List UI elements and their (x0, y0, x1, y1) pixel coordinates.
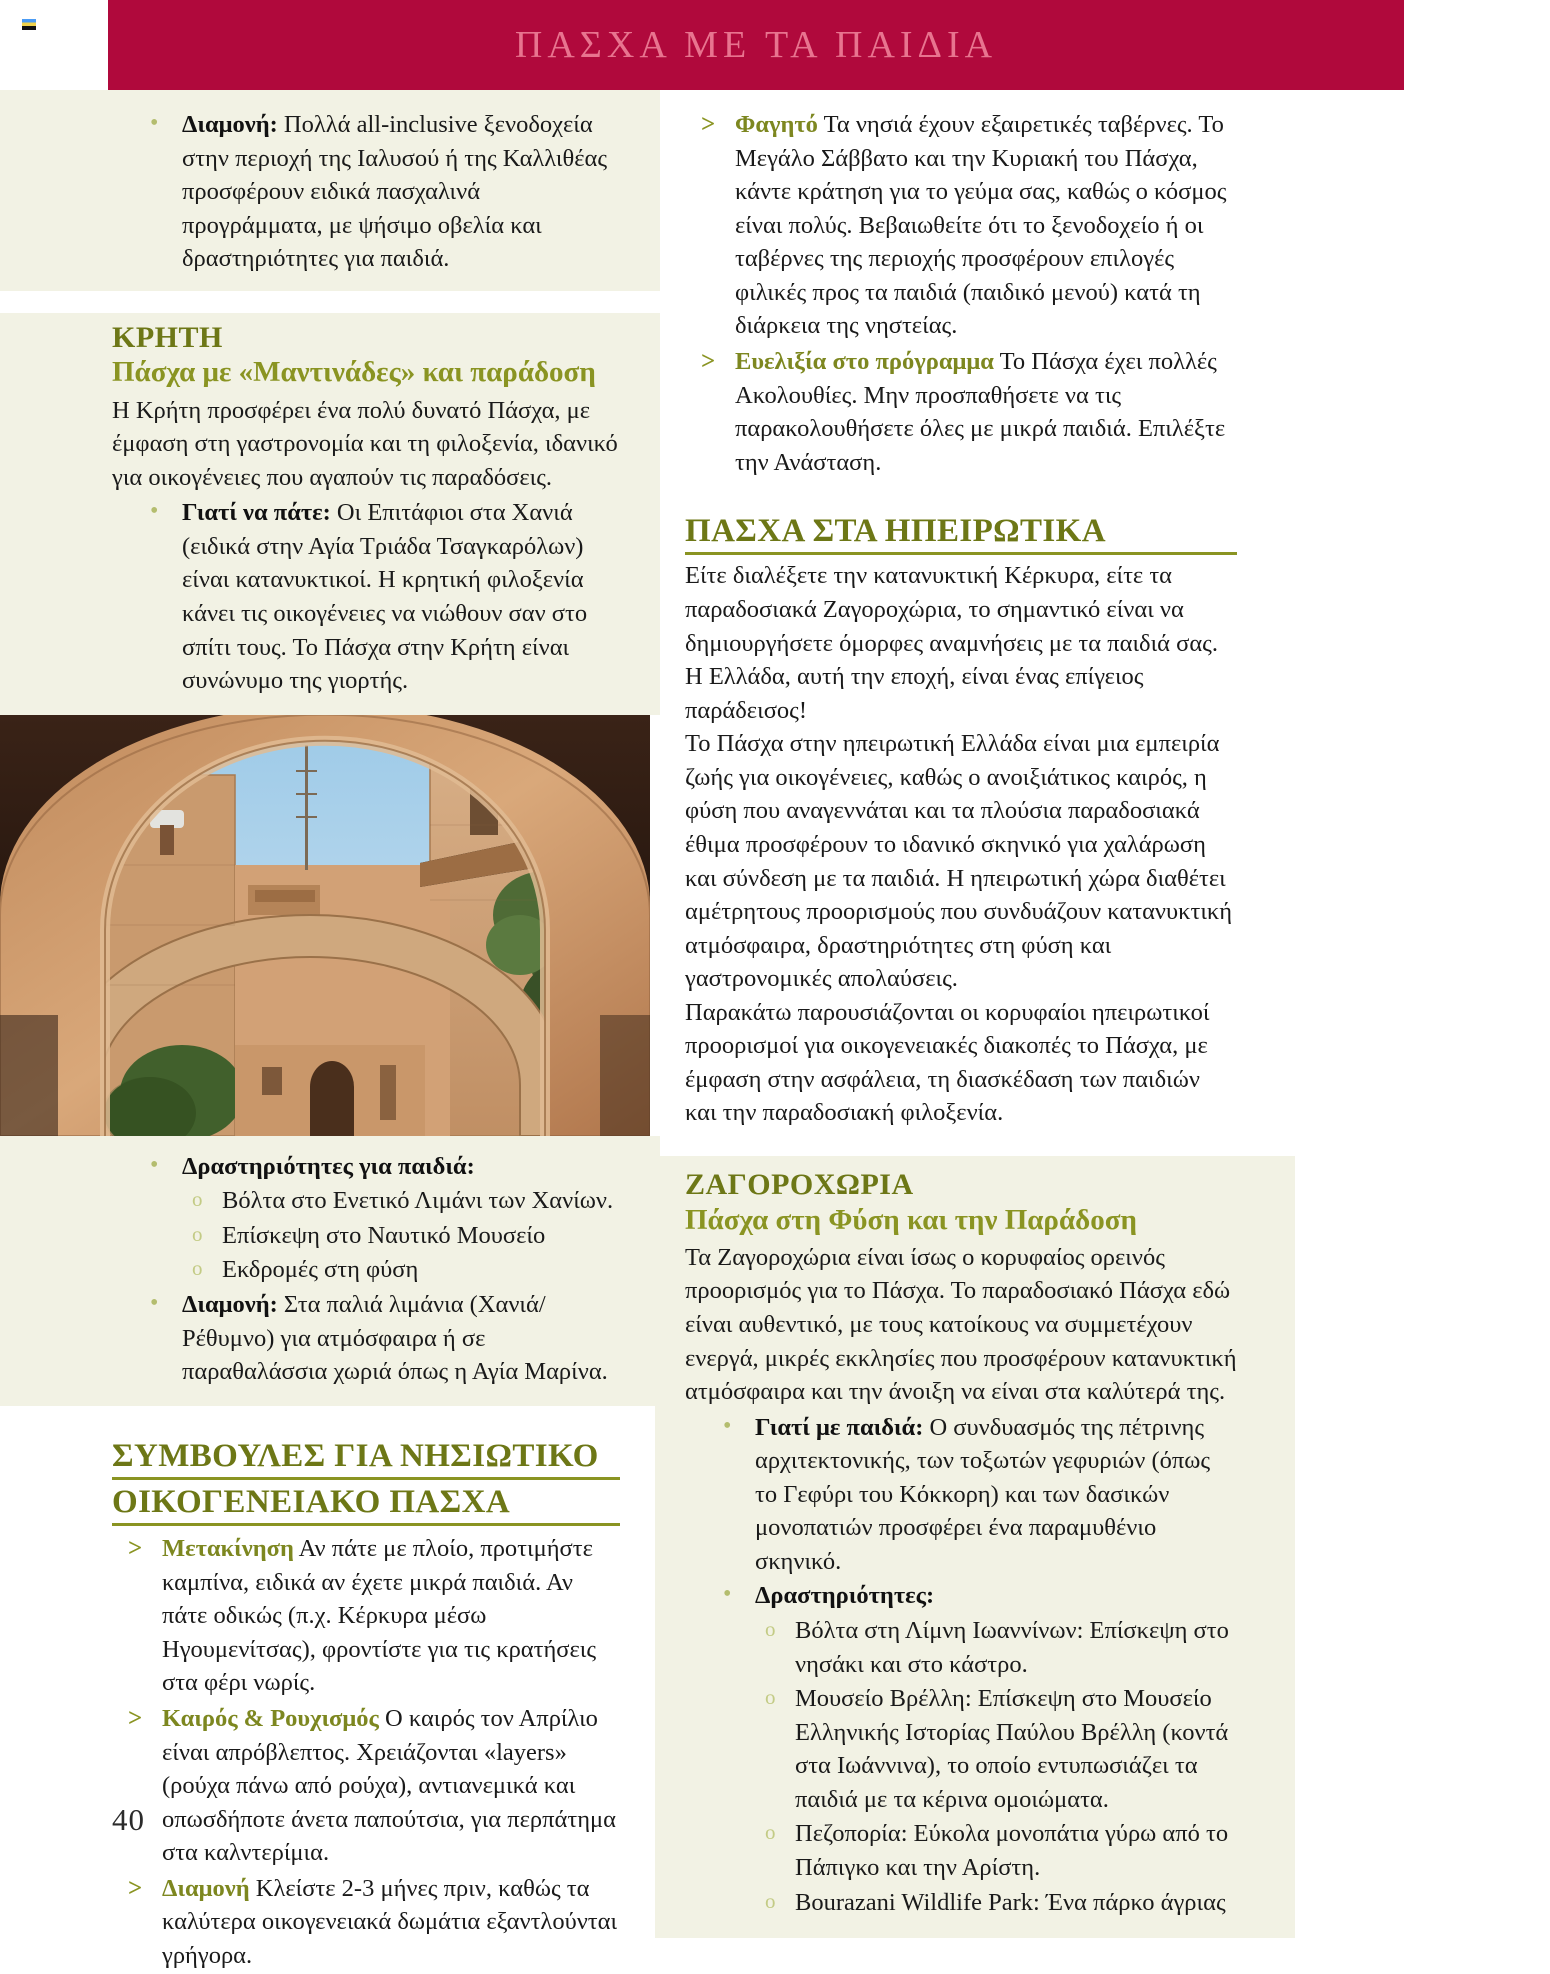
list-item (142, 108, 620, 276)
zagori-subtitle: Πάσχα στη Φύση και την Παράδοση (685, 1203, 1137, 1236)
bullet-text: Πολλά all-inclusive ξενοδοχεία στην περιοχή της Ιαλυσού ή της Καλλιθέας προσφέρουν ειδικά πασχαλινά προγράμματα, με ψήσιμο οβελία και δραστηριότητες για παιδιά. (182, 111, 608, 273)
tip-text: Κλείστε 2-3 μήνες πριν, καθώς τα καλύτερα οικογενειακά δωμάτια εξαντλούνται γρήγορα. (162, 1874, 618, 1969)
crete-bullet-list (112, 496, 620, 697)
list-item: o Επίσκεψη στο Ναυτικό Μουσείο (184, 1219, 620, 1253)
zagori-intro: Τα Ζαγοροχώρια είναι ίσως ο κορυφαίος ορεινός προορισμός για το Πάσχα. Το παραδοσιακό Πάσχα εδώ είναι αυθεντικό, με τους κατοίκους να συμμετέχουν ενεργά, μικρές εκκλησίες που προσφέρουν κατανυκτική ατμόσφαιρα και την άνοιξη να είναι στα καλύτερά της. (685, 1243, 1237, 1406)
island-tips-list (112, 1532, 620, 1972)
epirus-heading: ΠΑΣΧΑ ΣΤΑ ΗΠΕΙΡΩΤΙΚΑ (685, 511, 1237, 555)
page-header-banner (108, 0, 1404, 90)
color-bar-marker-icon (22, 19, 36, 30)
tip-label: Διαμονή (162, 1874, 250, 1902)
tip-label: Ευελιξία στο πρόγραμμα (735, 347, 994, 375)
bullet-label: Διαμονή: (182, 111, 278, 138)
list-item: o Βόλτα στη Λίμνη Ιωαννίνων: Επίσκεψη στο νησάκι και στο κάστρο. (757, 1614, 1237, 1681)
island-food-tips-block (655, 90, 1295, 479)
list-item (120, 1702, 620, 1870)
page-body (0, 90, 1550, 1969)
crete-section (0, 313, 660, 715)
list-item: o Bourazani Wildlife Park: Ένα πάρκο άγριας (757, 1886, 1237, 1920)
crete-intro: Η Κρήτη προσφέρει ένα πολύ δυνατό Πάσχα, με έμφαση στη γαστρονομία και τη φιλοξενία, ιδανικό για οικογένειες που αγαπούν τις παραδόσεις. (112, 396, 618, 491)
list-item (715, 1411, 1237, 1579)
list-item: o Πεζοπορία: Εύκολα μονοπάτια γύρω από το Πάπιγκο και την Αρίστη. (757, 1817, 1237, 1884)
tip-label: Καιρός & Ρουχισμός (162, 1704, 379, 1732)
island-food-tips-list (685, 108, 1237, 479)
list-item (120, 1872, 620, 1973)
list-item (120, 1532, 620, 1700)
zagori-why-list (685, 1411, 1237, 1613)
tip-label: Φαγητό (735, 111, 818, 138)
spacer (0, 291, 660, 313)
tip-text: Τα νησιά έχουν εξαιρετικές ταβέρνες. Το Μεγάλο Σάββατο και την Κυριακή του Πάσχα, κάντε κράτηση για το γεύμα σας, καθώς ο κόσμος είναι πολύς. Βεβαιωθείτε ότι το ξενοδοχείο ή οι ταβέρνες της περιοχής προσφέρουν επιλογές φιλικές προς τα παιδιά (παιδικό μενού) κατά τη διάρκεια της νηστείας. (735, 111, 1227, 340)
list-item (142, 496, 620, 697)
bullet-text: Ο συνδυασμός της πέτρινης αρχιτεκτονικής, των τοξωτών γεφυριών (όπως το Γεφύρι του Κόκκορη) και των δασικών μονοπατιών προσφέρει ένα παραμυθένιο σκηνικό. (755, 1413, 1211, 1575)
epirus-paragraph: Το Πάσχα στην ηπειρωτική Ελλάδα είναι μια εμπειρία ζωής για οικογένειες, καθώς ο ανοιξιάτικος καιρός, η φύση που αναγεννάται και τα πλούσια παραδοσιακά έθιμα προσφέρουν το ιδανικό σκηνικό για χαλάρωση και σύνδεση με τα παιδιά. Η ηπειρωτική χώρα διαθέτει αμέτρητους προορισμούς που συνδυάζουν κατανυκτική ατμόσφαιρα, δραστηριότητες στη φύση και γαστρονομικές απολαύσεις. (685, 730, 1233, 993)
crete-heading: ΚΡΗΤΗ (112, 320, 223, 354)
tip-label: Μετακίνηση (162, 1535, 294, 1563)
bullet-label: Δραστηριότητες: (755, 1582, 935, 1610)
tip-text: Αν πάτε με πλοίο, προτιμήστε καμπίνα, ειδικά αν έχετε μικρά παιδιά. Αν πάτε οδικώς (π.χ. Κέρκυρα μέσω Ηγουμενίτσας), φροντίστε για τις κρατήσεις στα φέρι νωρίς. (162, 1535, 597, 1697)
tip-text: Το Πάσχα έχει πολλές Ακολουθίες. Μην προσπαθήσετε να τις παρακολουθήσετε όλες με μικρά παιδιά. Επιλέξτε την Ανάσταση. (735, 347, 1226, 476)
bullet-label: Δραστηριότητες για παιδιά: (182, 1152, 475, 1180)
list-item (715, 1579, 1237, 1613)
crete-activities-sublist (112, 1184, 620, 1287)
page-title: ΠΑΣΧΑ ΜΕ ΤΑ ΠΑΙΔΙΑ (514, 24, 998, 66)
list-item (693, 108, 1237, 343)
island-tips-heading-line1: ΣΥΜΒΟΥΛΕΣ ΓΙΑ ΝΗΣΙΩΤΙΚΟ (112, 1436, 620, 1480)
bullet-label: Γιατί να πάτε: (182, 499, 331, 527)
crete-activities-list (112, 1150, 620, 1184)
epirus-paragraph: Είτε διαλέξετε την κατανυκτική Κέρκυρα, είτε τα παραδοσιακά Ζαγοροχώρια, το σημαντικό είναι να δημιουργήσετε όμορφες αναμνήσεις με τα παιδιά σας. Η Ελλάδα, αυτή την εποχή, είναι ένας επίγειος παράδεισος! (685, 562, 1219, 724)
monastery-arch-photo (0, 715, 650, 1136)
bullet-label: Διαμονή: (182, 1290, 278, 1318)
left-column (0, 90, 660, 1974)
tip-text: Ο καιρός τον Απρίλιο είναι απρόβλεπτος. Χρειάζονται «layers» (ρούχα πάνω από ρούχα), αντιανεμικά και οπωσδήποτε άνετα παπούτσια, για περπάτημα στα καλντερίμια. (162, 1704, 616, 1867)
zagori-heading: ΖΑΓΟΡΟΧΩΡΙΑ (685, 1168, 914, 1201)
bullet-text: Στα παλιά λιμάνια (Χανιά/Ρέθυμνο) για ατμόσφαιρα ή σε παραθαλάσσια χωριά όπως η Αγία Μαρίνα. (182, 1290, 608, 1386)
island-tips-section (0, 1406, 660, 1973)
list-item: o Βόλτα στο Ενετικό Λιμάνι των Χανίων. (184, 1184, 620, 1218)
crete-activities-block (0, 1136, 660, 1406)
list-item: o Εκδρομές στη φύση (184, 1253, 620, 1287)
accommodation-bullet-list (112, 108, 620, 276)
page-number: 40 (112, 1802, 145, 1837)
zagori-activities-list (685, 1614, 1237, 1919)
list-item: o Μουσείο Βρέλλη: Επίσκεψη στο Μουσείο Ελληνικής Ιστορίας Παύλου Βρέλλη (κοντά στα Ιωάννινα), το οποίο εντυπωσιάζει τα παιδιά με τα κέρινα ομοιώματα. (757, 1682, 1237, 1816)
zagori-section (655, 1156, 1295, 1938)
list-item (142, 1150, 620, 1184)
right-column (655, 90, 1295, 1938)
bullet-text: Οι Επιτάφιοι στα Χανιά (ειδικά στην Αγία Τριάδα Τσαγκαρόλων) είναι κατανυκτικοί. Η κρητική φιλοξενία κάνει τις οικογένειες να νιώθουν σαν στο σπίτι τους. Το Πάσχα στην Κρήτη είναι συνώνυμο της γιορτής. (182, 499, 588, 695)
crete-stay-list (112, 1288, 620, 1389)
left-intro-block (0, 90, 660, 291)
bullet-label: Γιατί με παιδιά: (755, 1413, 924, 1441)
list-item (693, 345, 1237, 479)
epirus-section (655, 481, 1295, 1130)
list-item (142, 1288, 620, 1389)
crete-subtitle: Πάσχα με «Μαντινάδες» και παράδοση (112, 356, 596, 389)
spacer (655, 1130, 1295, 1156)
epirus-paragraph: Παρακάτω παρουσιάζονται οι κορυφαίοι ηπειρωτικοί προορισμοί για οικογενειακές διακοπές το Πάσχα, με έμφαση στην ασφάλεια, τη διασκέδαση των παιδιών και την παραδοσιακή φιλοξενία. (685, 998, 1210, 1127)
island-tips-heading-line2: ΟΙΚΟΓΕΝΕΙΑΚΟ ΠΑΣΧΑ (112, 1482, 620, 1526)
